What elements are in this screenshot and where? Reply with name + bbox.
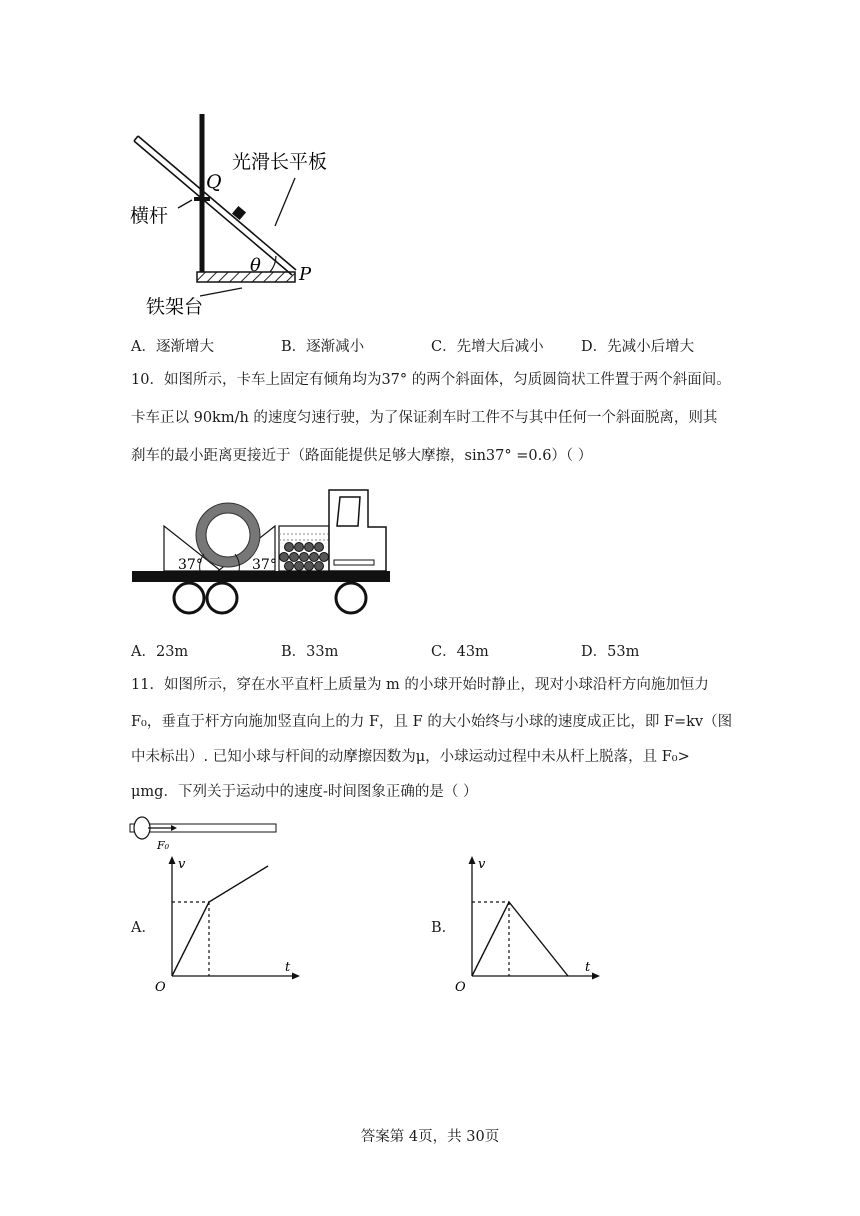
q11-option-b-label: B． [431,920,457,936]
q11-line-4: μmg．下列关于运动中的速度-时间图象正确的是（ ） [131,784,478,800]
q11-line-2: F₀，垂直于杆方向施加竖直向上的力 F，且 F 的大小始终与小球的速度成正比，即 F=kv（图 [131,714,733,730]
angle-label-left: 37° [178,557,203,573]
ball [134,817,150,839]
origin-a: O [155,980,166,994]
q11-graph-a [148,852,308,994]
q9-incline-figure [120,108,360,328]
force-label: F₀ [157,839,170,852]
crossbar [194,197,210,201]
label-theta: θ [250,255,261,276]
wheel-2 [207,583,237,613]
vt-curve-b [472,902,568,976]
q10-line-3: 刹车的最小距离更接近于（路面能提供足够大摩擦，sin37° =0.6）（ ） [131,448,593,464]
label-smooth-plank: 光滑长平板 [232,151,328,173]
q10-option-d: D．53m [581,644,640,660]
stand-base [197,272,295,282]
q10-line-2: 卡车正以 90km/h 的速度匀速行驶，为了保证刹车时工件不与其中任何一个斜面脱离，则其 [131,410,718,426]
axis-v-a: v [178,857,186,872]
cab-detail [334,560,374,565]
q11-line-1: 11．如图所示，穿在水平直杆上质量为 m 的小球开始时静止，现对小球沿杆方向施加恒力 [131,677,709,693]
vt-curve-a [172,866,268,976]
q10-option-c: C．43m [431,644,489,660]
label-iron-stand: 铁架台 [146,296,204,318]
axis-t-a: t [285,960,291,975]
cab-window [337,497,360,526]
wheel-1 [174,583,204,613]
q11-line-3: 中未标出）. 已知小球与杆间的动摩擦因数为μ，小球运动过程中未从杆上脱落，且 F₀> [131,749,690,765]
q9-option-d: D．先减小后增大 [581,339,695,355]
q10-truck-figure [128,482,394,616]
page-footer: 答案第 4页，共 30页 [360,1129,500,1145]
q10-option-b: B．33m [281,644,339,660]
angle-label-right: 37° [252,557,277,573]
label-P: P [299,264,312,285]
origin-b: O [455,980,466,994]
wheel-3 [336,583,366,613]
label-crossbar: 横杆 [130,205,169,227]
q11-option-a-label: A． [131,920,156,936]
q11-graph-b [448,852,608,994]
q9-option-b: B．逐渐减小 [281,339,365,355]
q9-option-a: A．逐渐增大 [131,339,214,355]
q10-line-1: 10．如图所示，卡车上固定有倾角均为37° 的两个斜面体，匀质圆筒状工件置于两个斜面间。 [131,372,731,388]
label-Q: Q [206,171,222,193]
axis-t-b: t [585,960,591,975]
axis-v-b: v [478,857,486,872]
q9-option-c: C．先增大后减小 [431,339,544,355]
cylinder-workpiece [201,508,255,562]
q11-rod-figure [126,814,282,856]
q10-option-a: A．23m [131,644,189,660]
